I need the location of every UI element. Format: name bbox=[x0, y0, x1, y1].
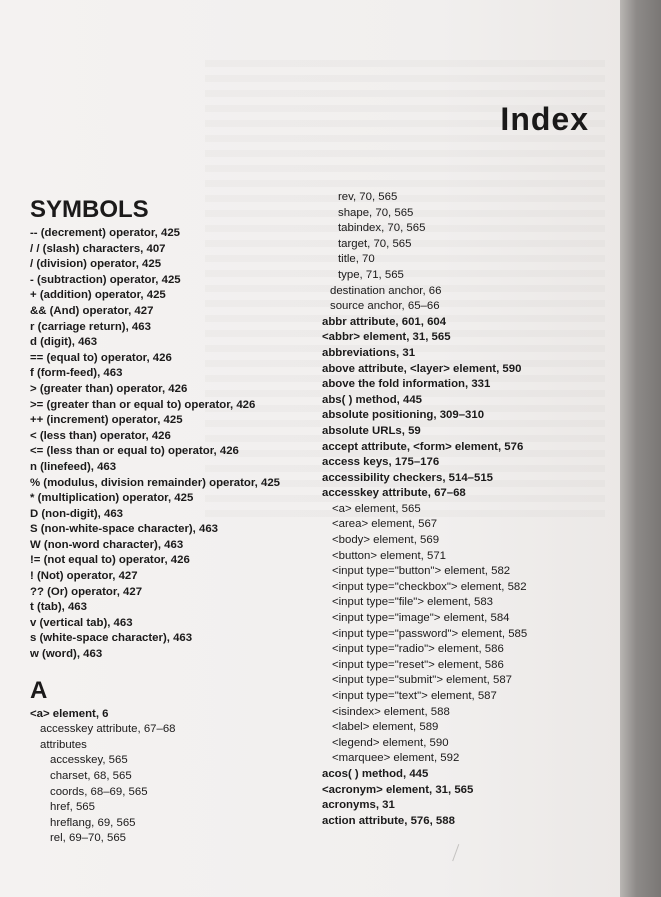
index-entry: % (modulus, division remainder) operator, 425 bbox=[30, 476, 281, 489]
index-entry: ++ (increment) operator, 425 bbox=[30, 414, 183, 427]
index-subentry: hreflang, 69, 565 bbox=[50, 816, 136, 829]
index-subentry: source anchor, 65–66 bbox=[330, 300, 440, 313]
index-entry: ?? (Or) operator, 427 bbox=[30, 585, 143, 598]
index-entry: abbreviations, 31 bbox=[322, 346, 416, 359]
index-entry: t (tab), 463 bbox=[30, 601, 87, 614]
index-entry: D (non-digit), 463 bbox=[30, 507, 124, 520]
index-entry: n (linefeed), 463 bbox=[30, 460, 117, 473]
index-entry: above the fold information, 331 bbox=[322, 378, 491, 391]
index-subentry: coords, 68–69, 565 bbox=[50, 785, 148, 798]
section-heading-symbols: SYMBOLS bbox=[30, 196, 149, 223]
index-entry: accesskey attribute, 67–68 bbox=[322, 487, 466, 500]
index-subentry: <input type="text"> element, 587 bbox=[332, 690, 497, 702]
index-entry: access keys, 175–176 bbox=[322, 456, 440, 469]
index-subentry: <body> element, 569 bbox=[332, 534, 440, 547]
index-subentry: shape, 70, 565 bbox=[338, 206, 414, 219]
index-subentry: <isindex> element, 588 bbox=[332, 705, 450, 718]
index-subentry: tabindex, 70, 565 bbox=[338, 222, 426, 235]
index-entry: accessibility checkers, 514–515 bbox=[322, 471, 493, 484]
index-subentry: rev, 70, 565 bbox=[338, 191, 398, 203]
index-subentry: <label> element, 589 bbox=[332, 721, 439, 734]
index-entry: <= (less than or equal to) operator, 426 bbox=[30, 445, 239, 458]
index-subentry: accesskey attribute, 67–68 bbox=[40, 723, 176, 736]
index-subentry: <input type="file"> element, 583 bbox=[332, 596, 494, 609]
index-entry: == (equal to) operator, 426 bbox=[30, 351, 172, 364]
index-subentry: accesskey, 565 bbox=[50, 754, 128, 767]
index-subentry: type, 71, 565 bbox=[338, 268, 404, 281]
index-subentry: <input type="reset"> element, 586 bbox=[332, 658, 504, 671]
index-entry: >= (greater than or equal to) operator, 426 bbox=[30, 398, 256, 411]
index-entry: accept attribute, <form> element, 576 bbox=[322, 440, 524, 453]
index-entry: != (not equal to) operator, 426 bbox=[30, 554, 190, 567]
index-entry: < (less than) operator, 426 bbox=[30, 429, 171, 442]
index-entry: above attribute, <layer> element, 590 bbox=[322, 362, 522, 375]
index-entry: S (non-white-space character), 463 bbox=[30, 523, 219, 536]
index-entry: ! (Not) operator, 427 bbox=[30, 570, 138, 583]
index-subentry: <input type="submit"> element, 587 bbox=[332, 674, 513, 687]
index-entry: > (greater than) operator, 426 bbox=[30, 382, 188, 395]
index-entry: absolute positioning, 309–310 bbox=[322, 409, 485, 422]
index-entry: f (form-feed), 463 bbox=[30, 367, 123, 380]
index-subentry: target, 70, 565 bbox=[338, 237, 412, 250]
index-subentry: <input type="image"> element, 584 bbox=[332, 612, 510, 625]
index-subentry: <area> element, 567 bbox=[332, 518, 438, 531]
index-subentry: <input type="button"> element, 582 bbox=[332, 565, 511, 578]
index-entry: action attribute, 576, 588 bbox=[322, 814, 455, 827]
index-entry: acronyms, 31 bbox=[322, 799, 395, 812]
index-entry: v (vertical tab), 463 bbox=[30, 616, 133, 629]
index-entry: absolute URLs, 59 bbox=[322, 424, 421, 437]
page-title: Index bbox=[500, 101, 589, 138]
index-subentry: <button> element, 571 bbox=[332, 549, 446, 562]
index-subentry: <legend> element, 590 bbox=[332, 736, 449, 749]
page-edge-shadow bbox=[620, 0, 661, 897]
index-entry: W (non-word character), 463 bbox=[30, 538, 184, 551]
index-subentry: <input type="password"> element, 585 bbox=[332, 627, 528, 640]
index-subentry: title, 70 bbox=[338, 253, 375, 266]
index-entry: * (multiplication) operator, 425 bbox=[30, 492, 194, 505]
index-entry: d (digit), 463 bbox=[30, 336, 98, 349]
index-entry: abs( ) method, 445 bbox=[322, 393, 423, 406]
index-entry: w (word), 463 bbox=[30, 648, 103, 661]
index-subentry: rel, 69–70, 565 bbox=[50, 832, 126, 845]
index-entry: / / (slash) characters, 407 bbox=[30, 242, 166, 255]
index-subentry: href, 565 bbox=[50, 801, 95, 814]
index-entry: <acronym> element, 31, 565 bbox=[322, 783, 474, 796]
index-entry: r (carriage return), 463 bbox=[30, 320, 151, 333]
index-subentry: attributes bbox=[40, 738, 87, 751]
index-subentry: <a> element, 565 bbox=[332, 502, 421, 515]
index-subentry: <marquee> element, 592 bbox=[332, 752, 460, 765]
index-column-left bbox=[30, 196, 300, 847]
index-subentry: <input type="checkbox"> element, 582 bbox=[332, 580, 527, 593]
index-subentry: charset, 68, 565 bbox=[50, 770, 132, 782]
index-entry: && (And) operator, 427 bbox=[30, 304, 154, 317]
section-heading-a: A bbox=[30, 676, 48, 704]
index-entry: abbr attribute, 601, 604 bbox=[322, 315, 447, 328]
index-entry: <a> element, 6 bbox=[30, 707, 109, 720]
index-entry: acos( ) method, 445 bbox=[322, 767, 429, 780]
index-entry: <abbr> element, 31, 565 bbox=[322, 331, 451, 344]
index-column-right bbox=[322, 190, 612, 829]
index-entry: s (white-space character), 463 bbox=[30, 632, 193, 645]
index-entry: / (division) operator, 425 bbox=[30, 258, 162, 271]
index-subentry: destination anchor, 66 bbox=[330, 284, 442, 297]
index-subentry: <input type="radio"> element, 586 bbox=[332, 643, 504, 656]
index-entry: - (subtraction) operator, 425 bbox=[30, 273, 181, 286]
index-entry: + (addition) operator, 425 bbox=[30, 289, 166, 302]
index-entry: -- (decrement) operator, 425 bbox=[30, 227, 181, 239]
